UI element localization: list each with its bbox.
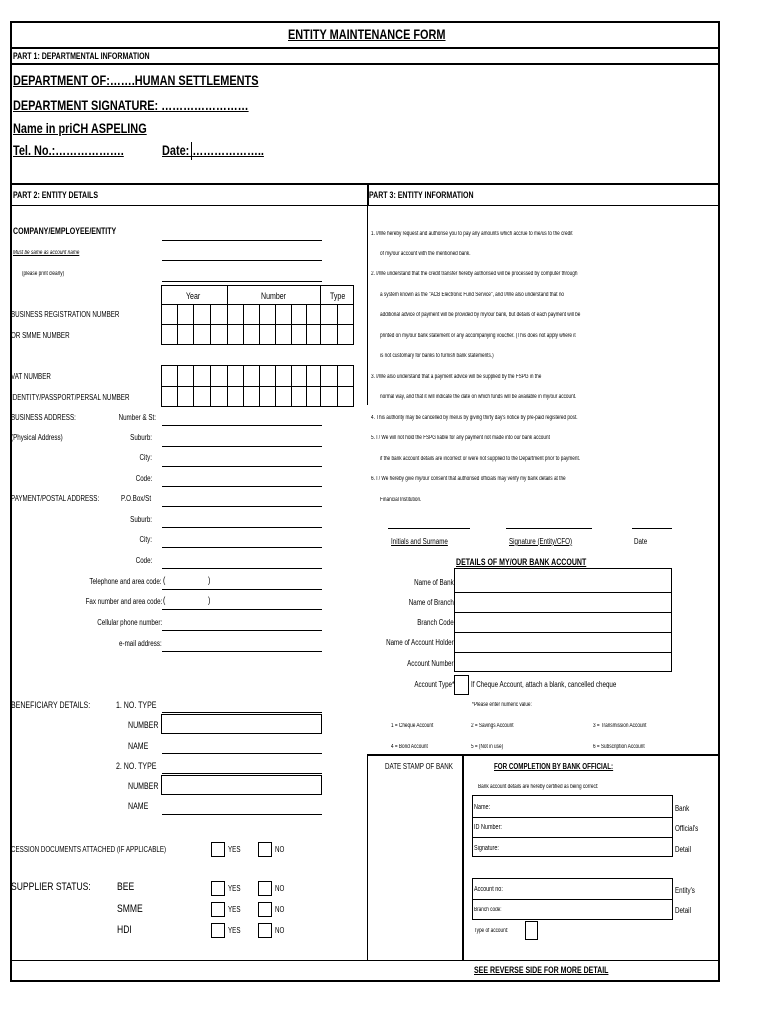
no-type-1-input[interactable] (162, 712, 322, 713)
grid-cell (193, 365, 194, 407)
date-field[interactable]: Date: ……………….. (162, 142, 264, 158)
print-clearly-note: (please print clearly) (22, 271, 65, 277)
hdi-no-label: NO (275, 926, 285, 935)
cession-yes-label: YES (228, 845, 241, 854)
divider (10, 205, 720, 206)
bee-no-label: NO (275, 884, 285, 893)
company-line-3[interactable] (162, 281, 322, 282)
clause-line: normal way, and that it will indicate the date on which funds will be available in my/our account. (380, 394, 577, 400)
officials-label: Official's (675, 824, 699, 833)
bank-label: Bank (675, 804, 690, 813)
email-input[interactable] (162, 651, 322, 652)
vat-label: VAT NUMBER (11, 372, 51, 381)
grid-row (454, 632, 672, 633)
number-2-input[interactable] (161, 775, 322, 795)
official-details-grid[interactable] (472, 795, 673, 857)
completion-label: FOR COMPLETION BY BANK OFFICIAL: (494, 762, 614, 771)
divider (367, 754, 720, 756)
date-stamp-label: DATE STAMP OF BANK (385, 762, 453, 771)
fax-paren-open: ( (163, 595, 166, 605)
clause-line: of my/our account with the mentioned bank. (380, 251, 471, 257)
fax-area-label: Fax number and area code: (85, 597, 162, 606)
type-acc-label: Type of account: (474, 928, 509, 934)
grid-cell (177, 365, 178, 407)
city-label: City: (139, 453, 152, 462)
grid-cell (243, 304, 244, 345)
pobox-label: P.O.Box/St (121, 494, 152, 503)
hdi-yes-checkbox[interactable] (211, 923, 225, 938)
suburb-input[interactable] (162, 446, 322, 447)
grid-cell (306, 365, 307, 407)
clause-line: 4. This authority may be cancelled by me/us by giving thirty day's notice by pre-paid registered post. (371, 415, 578, 421)
grid-cell (193, 304, 194, 345)
tel-field[interactable]: Tel. No.:………………. (13, 142, 124, 158)
column-divider (367, 205, 368, 405)
holder-label: Name of Account Holder (386, 638, 454, 647)
off-sig-label: Signature: (474, 845, 499, 852)
type-option: 1 = Cheque Account (391, 723, 434, 729)
initials-line[interactable] (388, 528, 470, 529)
grid-cell (320, 365, 321, 407)
numeric-note: *Please enter numeric value: (472, 702, 532, 708)
signature-line[interactable] (506, 528, 592, 529)
company-line[interactable] (162, 240, 322, 241)
cell-label: Cellular phone number: (97, 618, 162, 627)
grid-cell (259, 365, 260, 407)
grid-col (227, 285, 228, 345)
grid-cell (177, 304, 178, 345)
off-name-label: Name: (474, 804, 491, 811)
cession-no-checkbox[interactable] (258, 842, 272, 857)
bank-details-grid[interactable] (454, 568, 672, 672)
date-line[interactable] (632, 528, 672, 529)
cession-yes-checkbox[interactable] (211, 842, 225, 857)
department-signature: DEPARTMENT SIGNATURE: …………………… (13, 97, 249, 113)
grid-cell (291, 365, 292, 407)
sig-cfo-label: Signature (Entity/CFO) (509, 537, 573, 546)
bee-no-checkbox[interactable] (258, 881, 272, 896)
bus-reg-label: BUSINESS REGISTRATION NUMBER (11, 310, 120, 319)
grid-row (454, 652, 672, 653)
postal-city-label: City: (139, 535, 152, 544)
sig-date-label: Date (634, 537, 648, 546)
grid-cell (306, 304, 307, 345)
text-cursor (191, 142, 192, 160)
postal-suburb-label: Suburb: (130, 515, 152, 524)
grid-cell (210, 365, 211, 407)
divider (10, 47, 720, 49)
suburb-label: Suburb: (130, 433, 152, 442)
city-input[interactable] (162, 466, 322, 467)
acc-type-label: Account Type* (413, 680, 454, 689)
physical-label: (Physical Address) (11, 433, 63, 442)
name-2-input[interactable] (162, 814, 322, 815)
smme-no-checkbox[interactable] (258, 902, 272, 917)
grid-row (454, 592, 672, 593)
col-number: Number (261, 291, 286, 301)
company-line-2[interactable] (162, 260, 322, 261)
initials-label: Initials and Surname (391, 537, 448, 546)
divider (10, 63, 720, 65)
company-label: COMPANY/EMPLOYEE/ENTITY (13, 226, 117, 236)
col-type: Type (330, 291, 346, 301)
number-st-input[interactable] (162, 425, 322, 426)
name-field[interactable]: Name in priCH ASPELING (13, 120, 147, 136)
number-st-label: Number & St: (118, 413, 156, 422)
type-acc-input[interactable] (525, 921, 538, 940)
cession-no-label: NO (275, 845, 285, 854)
code-label: Code: (135, 474, 152, 483)
bank-heading: DETAILS OF MY/OUR BANK ACCOUNT (456, 557, 587, 567)
hdi-yes-label: YES (228, 926, 241, 935)
postal-code-input[interactable] (162, 568, 322, 569)
hdi-label: HDI (117, 924, 132, 936)
entitys-label: Entity's (675, 886, 695, 895)
bee-yes-checkbox[interactable] (211, 881, 225, 896)
detail-label: Detail (675, 845, 691, 854)
col-year: Year (186, 291, 201, 301)
supplier-label: SUPPLIER STATUS: (11, 881, 91, 893)
branch-name-label: Name of Branch (408, 598, 454, 607)
bus-address-label: BUSINESS ADDRESS: (11, 413, 76, 422)
reverse-note: SEE REVERSE SIDE FOR MORE DETAIL (474, 965, 609, 975)
grid-cell (227, 365, 228, 407)
clause-line: 5. I / We will not hold the FSPG liable for any payment not made into our bank account (371, 435, 550, 441)
branch-code-label: Branch Code (417, 618, 454, 627)
grid-cell (291, 304, 292, 345)
divider (10, 960, 720, 961)
number-1-input[interactable] (161, 714, 322, 734)
name-1-input[interactable] (162, 753, 322, 754)
frame-top (10, 21, 720, 23)
postal-suburb-input[interactable] (162, 527, 322, 528)
cell-input[interactable] (162, 630, 322, 631)
cheque-note: If Cheque Account, attach a blank, cancelled cheque (471, 680, 617, 689)
fax-paren-close: ) (208, 595, 211, 605)
grid-col (320, 285, 321, 345)
grid-cell (210, 304, 211, 345)
smme-no-label: NO (275, 905, 285, 914)
email-label: e-mail address: (119, 639, 162, 648)
clause-line: Financial Institution. (380, 497, 422, 503)
frame-bottom (10, 980, 720, 982)
grid-row (472, 899, 673, 900)
grid-row (161, 324, 354, 325)
divider (10, 183, 720, 185)
detail2-label: Detail (675, 906, 691, 915)
grid-cell (275, 304, 276, 345)
smme-status-label: SMME (117, 903, 143, 915)
grid-cell (259, 304, 260, 345)
part1-heading: PART 1: DEPARTMENTAL INFORMATION (13, 51, 150, 61)
no-type-2-label: 2. NO. TYPE (116, 761, 157, 771)
identity-label: IDENTITY/PASSPORT/PERSAL NUMBER (11, 393, 130, 402)
type-option: 5 = (Not in use) (471, 744, 504, 750)
grid-cell (275, 365, 276, 407)
grid-row (472, 817, 673, 818)
grid-cell (243, 365, 244, 407)
acc-no-label: Account no: (474, 886, 503, 893)
branch-code2-label: Branch code: (474, 907, 502, 913)
clause-line: 1. I/We hereby request and authorise you to pay any amounts which accrue to me/us to the credit (371, 231, 573, 237)
department-of: DEPARTMENT OF:…….HUMAN SETTLEMENTS (13, 72, 259, 88)
clause-line: printed on my/our bank statement or any accompanying voucher. (This does not apply where it (380, 333, 576, 339)
smme-yes-label: YES (228, 905, 241, 914)
grid-cell (337, 365, 338, 407)
bee-label: BEE (117, 881, 135, 893)
same-as-note: Must be same as account name (13, 250, 80, 256)
grid-cell (337, 304, 338, 345)
tel-paren-close: ) (208, 575, 211, 585)
cession-label: CESSION DOCUMENTS ATTACHED (IF APPLICABLE) (11, 845, 167, 854)
tel-input[interactable] (162, 589, 322, 590)
number-1-label: NUMBER (128, 720, 159, 730)
name-2-label: NAME (128, 801, 149, 811)
part2-heading: PART 2: ENTITY DETAILS (13, 190, 99, 200)
smme-label: OR SMME NUMBER (11, 331, 70, 340)
pobox-input[interactable] (162, 506, 322, 507)
grid-row (161, 304, 354, 305)
bank-name-label: Name of Bank (414, 578, 454, 587)
bee-yes-label: YES (228, 884, 241, 893)
certified-label: Bank account details are hereby certified as being correct: (478, 784, 599, 790)
column-divider (462, 754, 464, 960)
postal-code-label: Code: (135, 556, 152, 565)
tel-paren-open: ( (163, 575, 166, 585)
grid-row (472, 837, 673, 838)
clause-line: 6. I / We hereby give my/our consent that authorised officials may verify my bank details at the (371, 476, 566, 482)
clause-line: is not customary for banks to furnish bank statements.) (380, 353, 494, 359)
tel-area-label: Telephone and area code: (89, 577, 162, 586)
off-id-label: ID Number: (474, 824, 502, 831)
part3-heading: PART 3: ENTITY INFORMATION (369, 190, 474, 200)
clause-line: additional advice of payment will be provided by my/our bank, but details of each payment will be (380, 312, 581, 318)
grid-row (454, 612, 672, 613)
postal-label: PAYMENT/POSTAL ADDRESS: (11, 494, 100, 503)
no-type-2-input[interactable] (162, 773, 322, 774)
clause-line: 3. I/We also understand that a payment advice will be supplied by the FSPG in the (371, 374, 542, 380)
frame-right (718, 21, 720, 982)
number-2-label: NUMBER (128, 781, 159, 791)
acc-type-input[interactable] (454, 675, 469, 695)
postal-city-input[interactable] (162, 547, 322, 548)
type-option: 3 = Transmission Account (593, 723, 647, 729)
name-1-label: NAME (128, 741, 149, 751)
clause-line: if the bank account details are incorrect or were not supplied to the Department prior to payment. (380, 456, 581, 462)
smme-yes-checkbox[interactable] (211, 902, 225, 917)
type-option: 4 = Bond Account (391, 744, 428, 750)
beneficiary-label: BENEFICIARY DETAILS: (11, 700, 91, 710)
hdi-no-checkbox[interactable] (258, 923, 272, 938)
form-title: ENTITY MAINTENANCE FORM (288, 26, 446, 42)
acc-number-label: Account Number (407, 659, 454, 668)
type-option: 6 = Subscription Account (593, 744, 645, 750)
no-type-1-label: 1. NO. TYPE (116, 700, 157, 710)
clause-line: 2. I/We understand that the credit transfer hereby authorised will be processed by computer through (371, 271, 578, 277)
code-input[interactable] (162, 486, 322, 487)
fax-input[interactable] (162, 609, 322, 610)
type-option: 2 = Savings Account (471, 723, 514, 729)
column-divider (367, 754, 368, 960)
clause-line: a system known as the "ACB Electronic Fund Service", and I/We also understand that no (380, 292, 565, 298)
grid-row (161, 386, 354, 387)
